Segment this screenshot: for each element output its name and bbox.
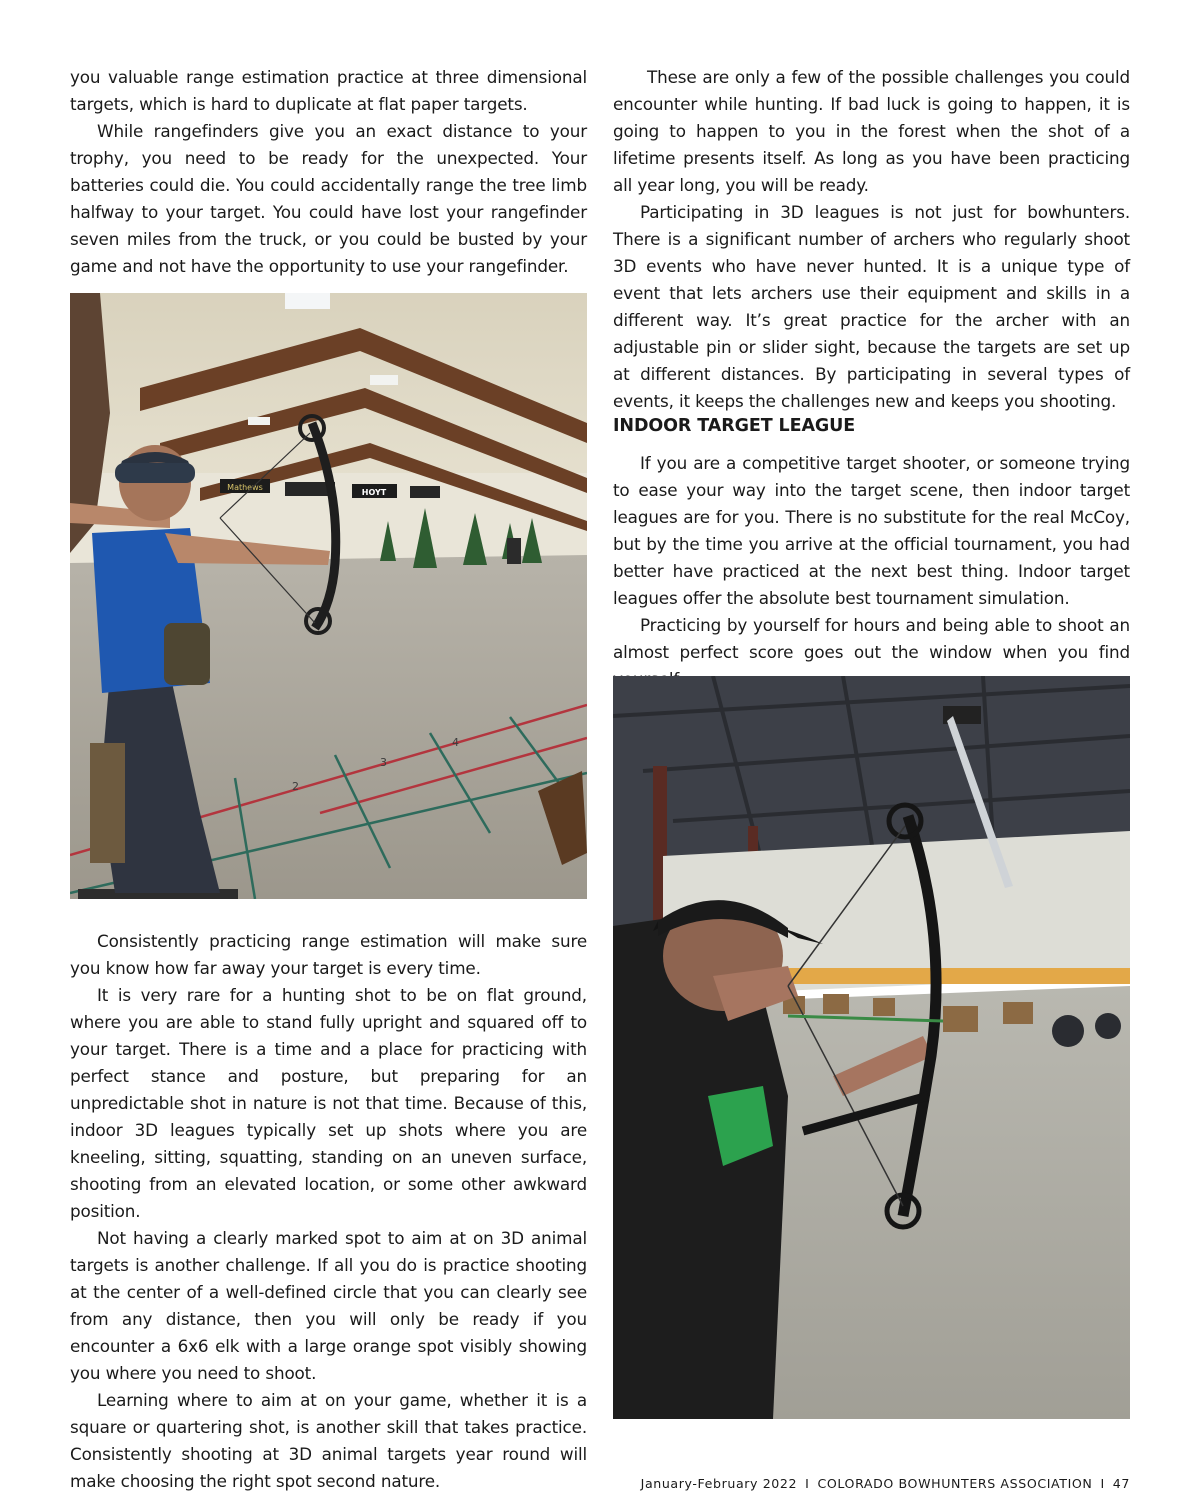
left-column-body xyxy=(70,928,587,1495)
right-column-intro xyxy=(613,64,1130,415)
banner-label: Mathews xyxy=(227,483,263,492)
footer-publication: COLORADO BOWHUNTERS ASSOCIATION xyxy=(817,1476,1093,1491)
left-column-intro xyxy=(70,64,587,280)
paragraph: It is very rare for a hunting shot to be on flat ground, where you are able to stand fully upright and squared off to your target. There is a time and a place for practicing with perfect stance and posture, but preparing for an unpredictable shot in nature is not that time. Because of this, indoor 3D leagues typically set up shots where you are kneeling, sitting, squatting, standing on an uneven surface, shooting from an elevated location, or some other awkward position. xyxy=(70,985,587,1221)
archer-3d-range-illustration xyxy=(70,293,587,899)
page-number: 47 xyxy=(1112,1476,1130,1491)
paragraph: Practicing by yourself for hours and being able to shoot an almost perfect score goes out the window when you find xyxy=(613,615,1130,662)
paragraph: While rangefinders give you an exact distance to your trophy, you need to be ready for the unexpected. Your batteries could die. You could accidentally range the tree limb halfway to your target. You could have lost your rangefinder seven miles from the truck, or you could be busted by your game and not have the opportunity to use your rangefinder. xyxy=(70,121,587,276)
banner-label: HOYT xyxy=(361,488,387,497)
paragraph: Learning where to aim at on your game, whether it is a square or quartering shot, is another skill that takes practice. Consistently shooting at 3D animal targets year round will make choosing the right spot second nature. xyxy=(70,1390,587,1491)
footer-issue: January-February 2022 xyxy=(640,1476,798,1491)
lane-number: 4 xyxy=(452,736,459,749)
paragraph: If you are a competitive target shooter, or someone trying to ease your way into the target scene, then indoor target leagues are for you. There is no substitute for the real McCoy, but by the time you arrive at the official tournament, you had better have practiced at the next best thing. Indoor target leagues offer the absolute best tournament simulation. xyxy=(613,453,1130,608)
page-footer xyxy=(600,1476,1130,1491)
archer-indoor-hall-illustration xyxy=(613,676,1130,1419)
section-heading: INDOOR TARGET LEAGUE xyxy=(613,416,856,436)
archer-indoor-hall-photo xyxy=(613,676,1130,1419)
paragraph: These are only a few of the possible challenges you could encounter while hunting. If bad luck is going to happen, it is going to happen to you in the forest when the shot of a lifetime presents itself. As long as you have been practicing all year long, you will be ready. xyxy=(613,67,1130,195)
paragraph: Participating in 3D leagues is not just for bowhunters. There is a significant number of archers who regularly shoot 3D events who have never hunted. It is a unique type of event that lets archers use their equipment and skills in a different way. It’s great practice for the archer with an adjustable pin or slider sight, because the targets are set up at different distances. By participating in several types of events, it keeps the challenges new and keeps you shooting. xyxy=(613,202,1130,411)
archer-3d-range-photo xyxy=(70,293,587,899)
paragraph: Consistently practicing range estimation will make sure you know how far away your target is every time. xyxy=(70,931,587,978)
lane-number: 3 xyxy=(380,756,387,769)
right-column-league xyxy=(613,450,1130,693)
lane-number: 2 xyxy=(292,780,299,793)
footer-separator: I xyxy=(1100,1476,1105,1491)
paragraph: Not having a clearly marked spot to aim at on 3D animal targets is another challenge. If all you do is practice shooting at the center of a well-defined circle that you can clearly see from any distance, then you will only be ready if you encounter a 6x6 elk with a large orange spot visibly showing you where you need to shoot. xyxy=(70,1228,587,1383)
paragraph: you valuable range estimation practice at three dimensional targets, which is hard to duplicate at flat paper targets. xyxy=(70,67,587,114)
footer-separator: I xyxy=(805,1476,810,1491)
